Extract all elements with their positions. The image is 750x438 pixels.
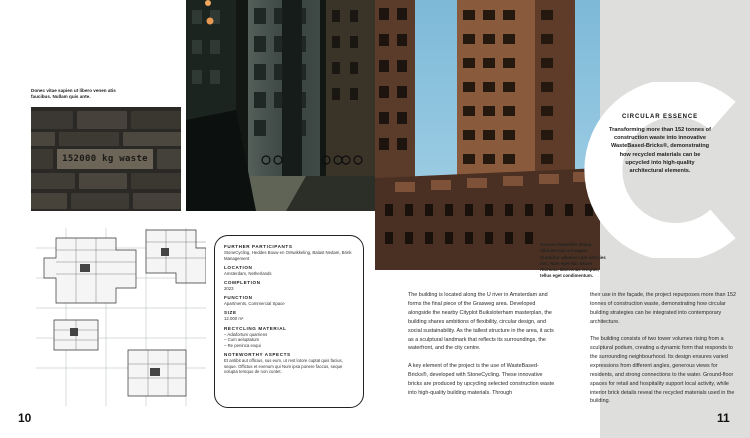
body-paragraph: their use in the façade, the project repurposes more than 152 tonnes of construction waste, demonstrating how circular building strategies can be integrated into contemporary architecture. (590, 292, 736, 325)
building-shadow-photo (186, 0, 375, 211)
info-text: Apartments, Commercial Space (224, 301, 285, 307)
page-number-right: 11 (717, 411, 730, 425)
info-list-item: – Cum aeluptatum (224, 337, 260, 343)
info-heading: RECYCLING MATERIAL (224, 325, 287, 331)
info-list-item: – Re peninca exqui (224, 342, 261, 348)
info-size (224, 310, 355, 322)
brick-stamp-text: 152000 kg waste (57, 149, 153, 169)
info-recycling (224, 326, 355, 349)
info-noteworthy (224, 352, 355, 375)
info-participants (224, 244, 355, 261)
info-heading: LOCATION (224, 264, 253, 270)
info-location (224, 265, 355, 277)
brick-photo-caption: Donec vitae sapien ut libero venen atis faucibus. Nullam quis ante. (31, 88, 116, 100)
info-heading: COMPLETION (224, 279, 261, 285)
brick-photo (31, 107, 181, 211)
body-paragraph: The building is located along the U river in Amsterdam and forms the final piece of the Grasweg area. Developed alongside the nearby Cityplot Buiksloterham masterplan, the building shares ambitions of flexibility, circular design, and social sustainability. As the tallest structure in the area, it acts as a sculptural landmark that reflects its surroundings, the waterfront, and the city centre. (408, 292, 554, 352)
info-completion (224, 280, 355, 292)
info-heading: FUNCTION (224, 295, 253, 301)
info-text: 12.000 m² (224, 316, 244, 322)
info-list-item: – Adiafortum quarriens (224, 331, 268, 337)
body-column-2 (590, 291, 736, 415)
info-text: StoneCycling, Heddes Bouw en Ontwikkeling, Balast Nedam, Brink Management (224, 250, 352, 261)
info-heading: NOTEWORTHY ASPECTS (224, 351, 291, 357)
floor-plan-drawing (36, 228, 206, 406)
info-text: 2023 (224, 285, 234, 291)
circular-essence-title: CIRCULAR ESSENCE (621, 114, 699, 120)
page-number-left: 10 (18, 411, 32, 425)
brick-towers-photo (375, 0, 600, 270)
body-paragraph: A key element of the project is the use of WasteBased-Bricks®, developed with StoneCycling. These innovative bricks are produced by upcycling selected construction waste into high-quality building materials. Through (408, 362, 555, 396)
info-heading: SIZE (224, 310, 237, 316)
info-text: Amsterdam, Netherlands (224, 270, 272, 276)
project-info-box (214, 235, 364, 408)
info-text: Et antibit aut officius, sus eum, ut rest lotore cuptat quis facius, seque. Offictus et evenum qui Num ipsa ponere faccus, seque volupta temquo de non cuntet. (224, 357, 343, 375)
circular-essence-text: Transforming more than 152 tonnes of construction waste into innovative WasteBased-Bricks®, demonstrating how recycled materials can be upcycled into high-quality architectural elements. (609, 127, 711, 175)
info-function (224, 295, 355, 307)
body-column-1 (408, 291, 555, 406)
info-heading: FURTHER PARTICIPANTS (224, 244, 293, 249)
body-paragraph: The building consists of two tower volumes rising from a sculptural podium, creating a dynamic form that responds to the surrounding neighbourhood. Its design ensures varied expressions from different angles, generous views for residents, and strong connections to the water. Ground-floor spaces for retail and hospitality support local activity, while interior brick details reveal the recycled materials used in the building. (590, 336, 735, 405)
towers-photo-caption: Aenean imperdiet. Etiam ultricies nisi vel augue. Curabitur ullamcor-per ultricies nisi. Nam eget dui. Etiam rhoncus. Maecenas tempus, tellus eget condimentum. (540, 242, 606, 279)
